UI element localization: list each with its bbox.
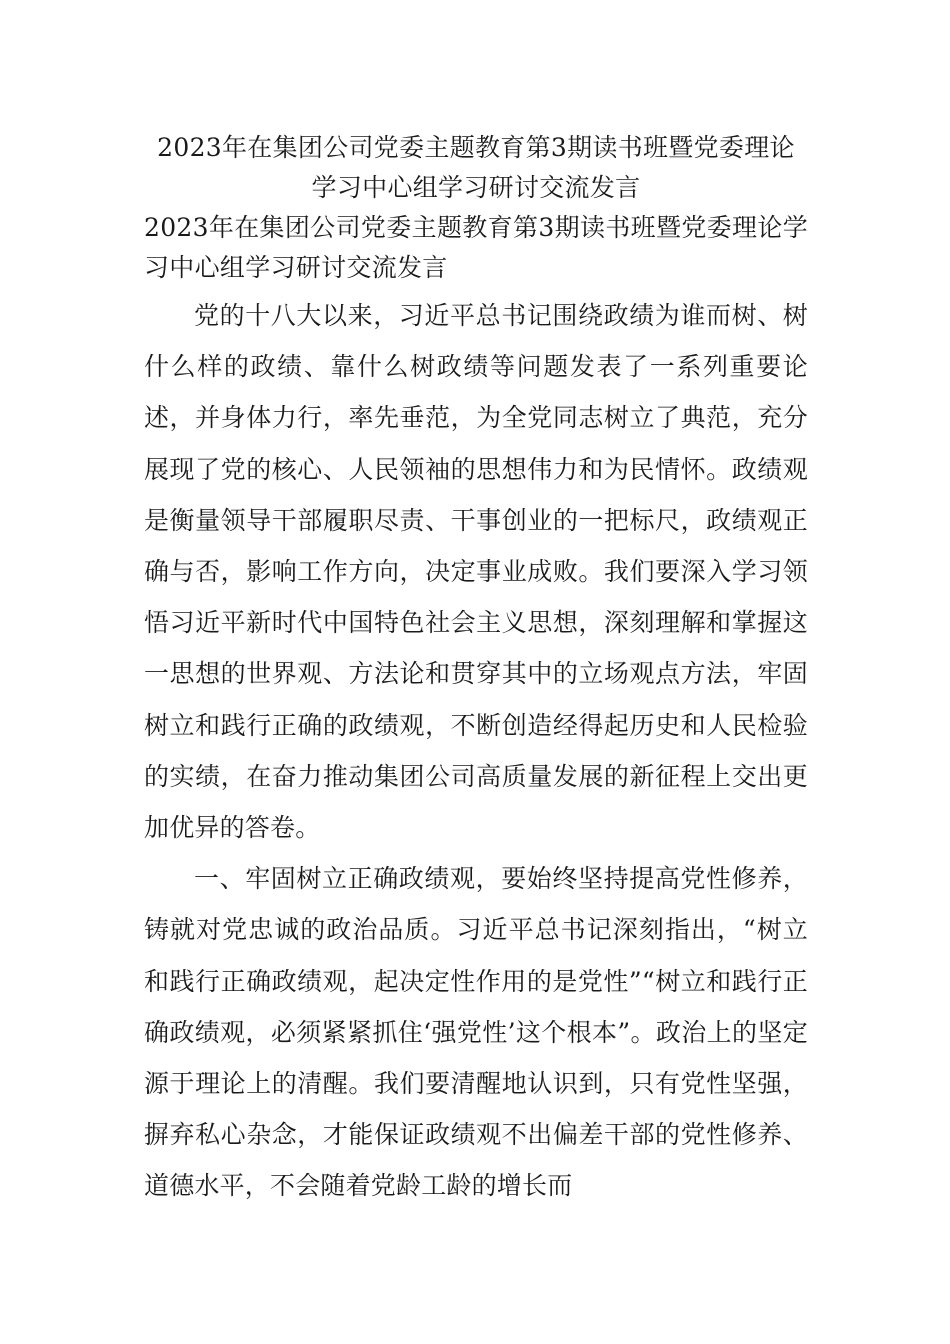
document-title-repeat: 2023年在集团公司党委主题教育第3期读书班暨党委理论学习中心组学习研讨交流发言 bbox=[144, 213, 808, 282]
body-paragraph-1: 党的十八大以来，习近平总书记围绕政绩为谁而树、树什么样的政绩、靠什么树政绩等问题发表了一系列重要论述，并身体力行，率先垂范，为全党同志树立了典范，充分展现了党的核心、人民领袖的思想伟力和为民情怀。政绩观是衡量领导干部履职尽责、干事创业的一把标尺，政绩观正确与否，影响工作方向，决定事业成败。我们要深入学习领悟习近平新时代中国特色社会主义思想，深刻理解和掌握这一思想的世界观、方法论和贯穿其中的立场观点方法，牢固树立和践行正确的政绩观，不断创造经得起历史和人民检验的实绩，在奋力推动集团公司高质量发展的新征程上交出更加优异的答卷。 bbox=[144, 301, 808, 843]
document-title-line-2: 学习中心组学习研讨交流发言 bbox=[311, 173, 641, 202]
body-paragraph-2: 一、牢固树立正确政绩观，要始终坚持提高党性修养，铸就对党忠诚的政治品质。习近平总书记深刻指出，“树立和践行正确政绩观，起决定性作用的是党性”“树立和践行正确政绩观，必须紧紧抓住‘强党性’这个根本”。政治上的坚定源于理论上的清醒。我们要清醒地认识到，只有党性坚强，摒弃私心杂念，才能保证政绩观不出偏差干部的党性修养、道德水平，不会随着党龄工龄的增长而 bbox=[144, 864, 808, 1201]
document-title-line-1: 2023年在集团公司党委主题教育第3期读书班暨党委理论 bbox=[157, 133, 795, 162]
